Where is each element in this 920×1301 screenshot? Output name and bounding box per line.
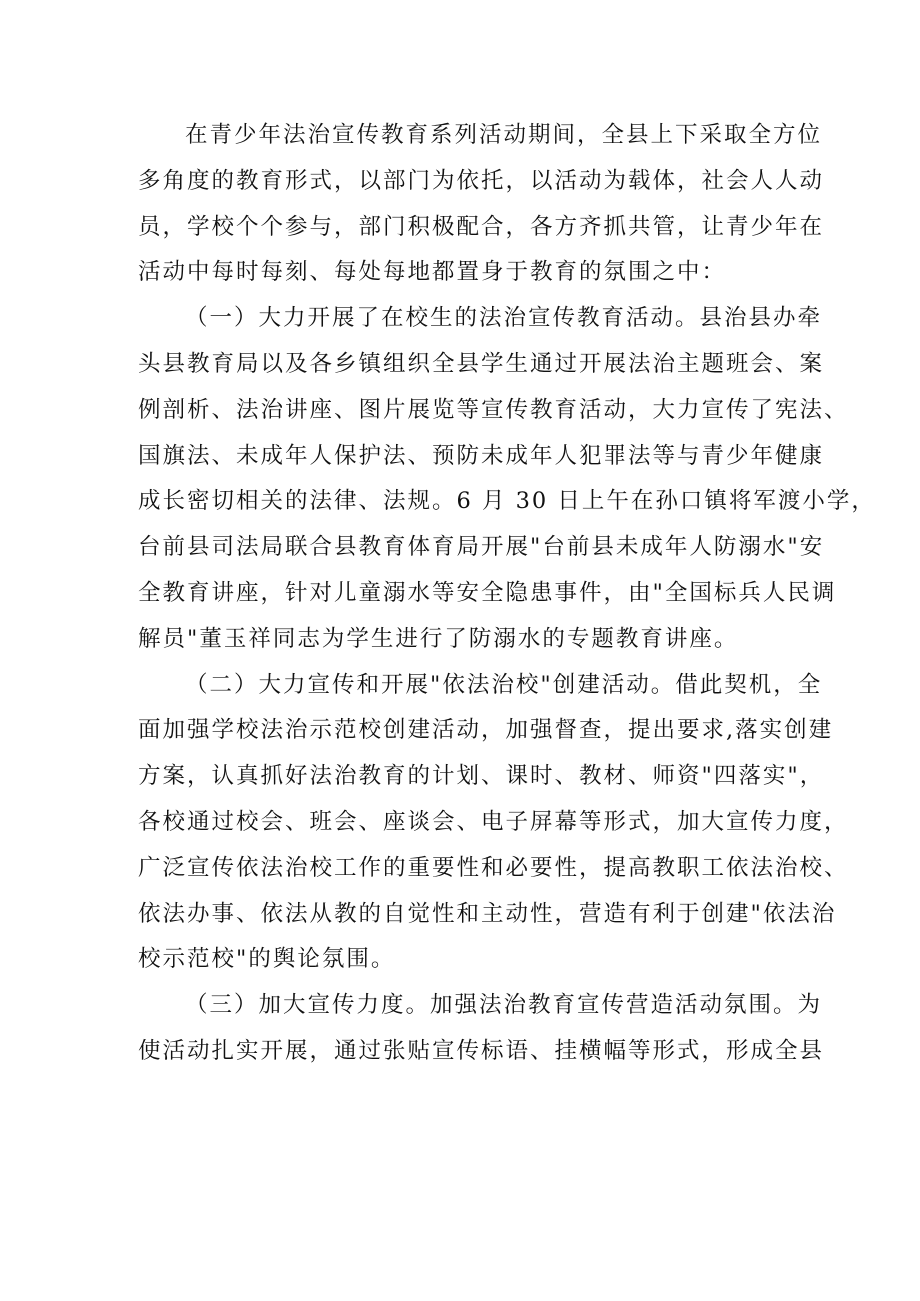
text-line: 面加强学校法治示范校创建活动，加强督查，提出要求,落实创建: [138, 717, 834, 744]
text-line: 例剖析、法治讲座、图片展览等宣传教育活动，大力宣传了宪法、: [138, 396, 849, 423]
paragraph-section-3: [138, 983, 828, 1075]
text-line: （二）大力宣传和开展"依法治校"创建活动。借此契机，全: [185, 671, 823, 698]
text-line: 在青少年法治宣传教育系列活动期间，全县上下采取全方位: [185, 122, 823, 148]
text-line: （一）大力开展了在校生的法治宣传教育活动。县治县办牵: [185, 305, 823, 332]
text-line: （三）加大宣传力度。加强法治教育宣传营造活动氛围。为: [185, 992, 823, 1019]
text-line: 方案，认真抓好法治教育的计划、课时、教材、师资"四落实"，: [138, 763, 825, 790]
text-line: 各校通过校会、班会、座谈会、电子屏幕等形式，加大宣传力度，: [138, 808, 849, 835]
text-line: 台前县司法局联合县教育体育局开展"台前县未成年人防溺水"安: [138, 534, 825, 561]
text-line: 全教育讲座，针对儿童溺水等安全隐患事件，由"全国标兵人民调: [138, 579, 837, 606]
paragraph-intro: [138, 113, 828, 296]
text-line: 头县教育局以及各乡镇组织全县学生通过开展法治主题班会、案: [138, 350, 825, 377]
text-line: 广泛宣传依法治校工作的重要性和必要性，提高教职工依法治校、: [138, 854, 849, 881]
text-line: 国旗法、未成年人保护法、预防未成年人犯罪法等与青少年健康: [138, 442, 825, 469]
text-line: 员，学校个个参与，部门积极配合，各方齐抓共管，让青少年在: [138, 213, 825, 240]
text-line: 成长密切相关的法律、法规。6 月 30 日上午在孙口镇将军渡小学，: [138, 488, 876, 515]
text-line: 多角度的教育形式，以部门为依托，以活动为载体，社会人人动: [138, 167, 825, 194]
paragraph-section-1: [138, 296, 876, 662]
text-line: 活动中每时每刻、每处每地都置身于教育的氛围之中：: [138, 259, 727, 286]
text-line: 解员"董玉祥同志为学生进行了防溺水的专题教育讲座。: [138, 625, 739, 652]
text-line: 使活动扎实开展，通过张贴宣传标语、挂横幅等形式，形成全县: [138, 1037, 825, 1064]
paragraph-section-2: [138, 663, 849, 984]
document-body: [138, 113, 876, 1075]
text-line: 依法办事、依法从教的自觉性和主动性，营造有利于创建"依法治: [138, 900, 837, 927]
text-line: 校示范校"的舆论氛围。: [138, 946, 396, 973]
